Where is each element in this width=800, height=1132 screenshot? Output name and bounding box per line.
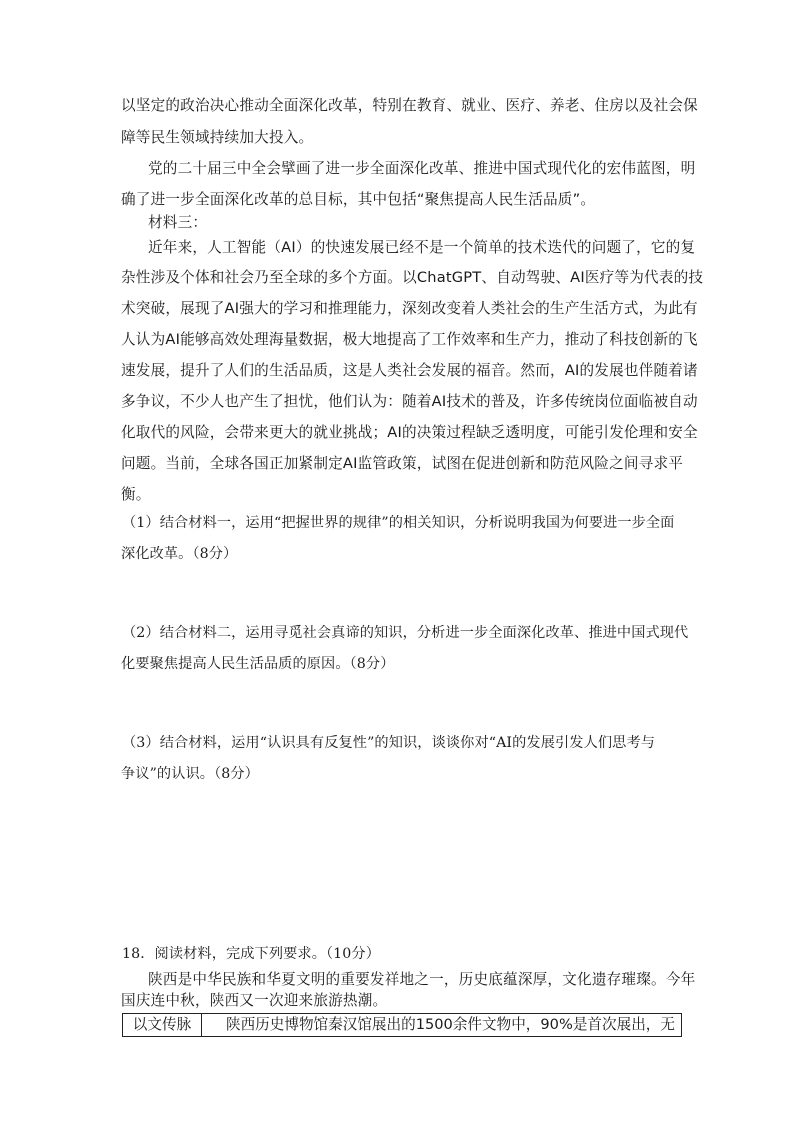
question-2-line-1: （2）结合材料二，运用寻觅社会真谛的知识，分析进一步全面深化改革、推进中国式现代 [122, 625, 689, 641]
material3-line-5: 速发展，提升了人们的生活品质，这是人类社会发展的福音。然而，AI的发展也伴随着诸 [121, 362, 698, 379]
material3-line-3: 术突破，展现了AI强大的学习和推理能力，深刻改变着人类社会的生产生活方式，为此有 [121, 300, 698, 317]
question-18-title: 18．阅读材料，完成下列要求。（10分） [122, 946, 381, 962]
material3-line-4: 人认为AI能够高效处理海量数据，极大地提高了工作效率和生产力，推动了科技创新的飞 [121, 331, 698, 348]
material2-line-1: 以坚定的政治决心推动全面深化改革，特别在教育、就业、医疗、养老、住房以及社会保 [121, 97, 698, 114]
material3-line-2: 杂性涉及个体和社会乃至全球的多个方面。以ChatGPT、自动驾驶、AI医疗等为代表的技 [121, 269, 704, 286]
material3-heading: 材料三： [148, 214, 208, 231]
material3-line-1: 近年来，人工智能（AI）的快速发展已经不是一个简单的技术迭代的问题了，它的复 [148, 239, 696, 256]
question-18-table [122, 1013, 682, 1037]
table-row-label: 以文传脉 [123, 1014, 202, 1037]
material3-line-6: 多争议，不少人也产生了担忧，他们认为：随着AI技术的普及，许多传统岗位面临被自动 [121, 393, 698, 410]
material3-line-9: 衡。 [121, 486, 151, 503]
question-3-line-2: 争议”的认识。（8分） [121, 766, 259, 782]
question-3-line-1: （3）结合材料，运用“认识具有反复性”的知识，谈谈你对“AI的发展引发人们思考与 [122, 735, 656, 751]
material2-line-2: 障等民生领域持续加大投入。 [121, 129, 314, 146]
question-1-line-2: 深化改革。（8分） [121, 546, 238, 562]
question-1-line-1: （1）结合材料一，运用“把握世界的规律”的相关知识，分析说明我国为何要进一步全面 [122, 515, 675, 531]
material3-line-8: 问题。当前，全球各国正加紧制定AI监管政策，试图在促进创新和防范风险之间寻求平 [121, 455, 684, 472]
table-row [123, 1014, 682, 1037]
material2-para2-line-1: 党的二十届三中全会擘画了进一步全面深化改革、推进中国式现代化的宏伟蓝图，明 [148, 160, 696, 177]
question-18-line-2: 国庆连中秋，陕西又一次迎来旅游热潮。 [121, 992, 388, 1009]
material2-para2-line-2: 确了进一步全面深化改革的总目标，其中包括“聚焦提高人民生活品质”。 [121, 191, 596, 208]
question-18-line-1: 陕西是中华民族和华夏文明的重要发祥地之一，历史底蕴深厚，文化遗存璀璨。今年 [148, 971, 696, 988]
table-row-content: 陕西历史博物馆秦汉馆展出的1500余件文物中，90%是首次展出，无 [201, 1014, 681, 1037]
material3-line-7: 化取代的风险，会带来更大的就业挑战；AI的决策过程缺乏透明度，可能引发伦理和安全 [121, 424, 698, 441]
question-2-line-2: 化要聚焦提高人民生活品质的原因。（8分） [121, 656, 395, 672]
